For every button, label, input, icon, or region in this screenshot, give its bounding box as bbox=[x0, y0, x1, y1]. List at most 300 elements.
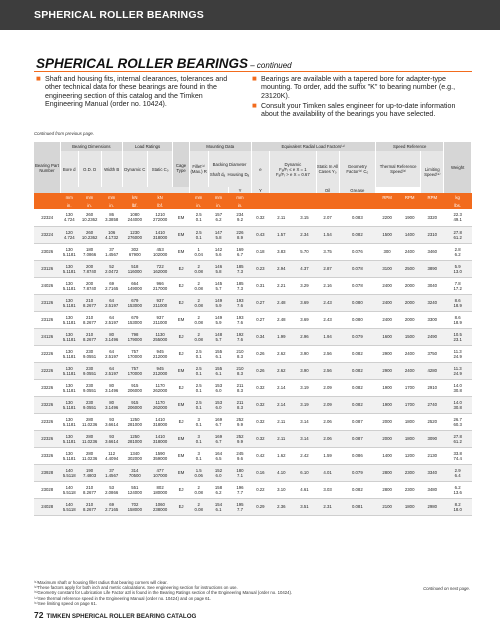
table-cell bbox=[147, 447, 172, 464]
table-cell: 0.079 bbox=[339, 464, 375, 481]
table-cell bbox=[122, 481, 147, 498]
value-metric: 230 bbox=[86, 348, 94, 354]
table-cell bbox=[101, 243, 122, 260]
hdr-static: Static C₀ bbox=[147, 151, 172, 187]
table-cell bbox=[101, 226, 122, 243]
value-metric: 1060 bbox=[155, 501, 165, 507]
value-inch: 9.0551 bbox=[83, 370, 97, 376]
value-metric: 314 bbox=[131, 467, 139, 473]
table-row bbox=[34, 328, 472, 345]
value-metric: 7.8 bbox=[454, 280, 461, 286]
value-inch: 0.1 bbox=[195, 421, 202, 427]
table-cell: 2400 bbox=[376, 277, 399, 294]
table-cell bbox=[101, 481, 122, 498]
value-metric: 196 bbox=[236, 484, 244, 490]
table-cell bbox=[78, 379, 101, 396]
table-cell: 1800 bbox=[399, 413, 421, 430]
table-cell bbox=[122, 430, 147, 447]
part-number-cell: 22324 bbox=[34, 209, 60, 226]
table-cell: 3040 bbox=[421, 277, 444, 294]
value-metric: 130 bbox=[65, 382, 73, 388]
value-inch: 318000 bbox=[152, 421, 168, 427]
unit-cell: mm bbox=[101, 193, 122, 201]
value-metric: 2 bbox=[197, 314, 200, 320]
part-number-cell: 24026 bbox=[34, 277, 60, 294]
table-cell bbox=[189, 396, 208, 413]
table-cell bbox=[208, 396, 229, 413]
value-metric: 185 bbox=[236, 280, 244, 286]
table-cell bbox=[60, 243, 78, 260]
table-cell bbox=[208, 209, 229, 226]
table-row bbox=[34, 226, 472, 243]
value-metric: 112 bbox=[108, 450, 116, 456]
value-inch: 6.4 bbox=[454, 472, 461, 478]
value-inch: 7.8740 bbox=[83, 285, 97, 291]
value-inch: 3.6614 bbox=[105, 438, 119, 444]
table-cell: 0.16 bbox=[251, 464, 270, 481]
table-cell bbox=[101, 294, 122, 311]
table-cell: 2.11 bbox=[270, 430, 293, 447]
value-metric: 169 bbox=[214, 416, 223, 422]
hdr-group-factors: Equivalent Radial Load Factors⁽⁴⁾ bbox=[251, 142, 376, 151]
table-cell: 2310 bbox=[421, 226, 444, 243]
value-inch: 6.1 bbox=[215, 506, 222, 512]
table-cell bbox=[147, 345, 172, 362]
value-inch: 10.2362 bbox=[81, 234, 98, 240]
table-row bbox=[34, 413, 472, 430]
unit-cell: in. bbox=[78, 201, 101, 209]
table-cell bbox=[147, 226, 172, 243]
table-cell: 0.34 bbox=[251, 328, 270, 345]
value-metric: 2.5 bbox=[195, 365, 202, 371]
table-cell: 2.11 bbox=[270, 413, 293, 430]
value-metric: 11.3 bbox=[453, 365, 462, 371]
table-cell: 0.079 bbox=[339, 328, 375, 345]
table-cell: 3.69 bbox=[293, 311, 316, 328]
table-cell bbox=[101, 311, 122, 328]
value-metric: 798 bbox=[131, 331, 139, 337]
table-cell: EJ bbox=[173, 328, 190, 345]
table-cell: 2400 bbox=[399, 345, 421, 362]
value-metric: 120 bbox=[65, 229, 73, 235]
table-cell: 2980 bbox=[421, 498, 444, 515]
value-metric: 245 bbox=[236, 450, 244, 456]
table-cell bbox=[229, 464, 251, 481]
value-metric: 80 bbox=[109, 399, 115, 405]
value-metric: 210 bbox=[86, 331, 94, 337]
table-cell bbox=[147, 243, 172, 260]
table-cell bbox=[189, 226, 208, 243]
value-metric: 148 bbox=[214, 331, 223, 337]
table-cell: 2.43 bbox=[316, 294, 339, 311]
table-cell bbox=[147, 464, 172, 481]
value-metric: 210 bbox=[86, 314, 94, 320]
value-metric: 679 bbox=[131, 314, 139, 320]
value-metric: 260 bbox=[86, 229, 94, 235]
value-inch: 10.2362 bbox=[81, 217, 98, 223]
table-cell: 2300 bbox=[399, 481, 421, 498]
table-cell: 0.32 bbox=[251, 209, 270, 226]
value-inch: 6.7 bbox=[215, 438, 222, 444]
value-metric: 210 bbox=[86, 297, 94, 303]
unit-cell bbox=[251, 193, 270, 201]
value-metric: 2.5 bbox=[195, 348, 202, 354]
value-metric: 1230 bbox=[130, 229, 140, 235]
value-metric: 200 bbox=[86, 263, 94, 269]
value-inch: 9.0551 bbox=[83, 387, 97, 393]
value-inch: 0.08 bbox=[194, 506, 203, 512]
table-cell: 0.083 bbox=[339, 209, 375, 226]
value-inch: 18.9 bbox=[453, 302, 462, 308]
value-inch: 211000 bbox=[153, 319, 168, 325]
value-inch: 8.2677 bbox=[83, 336, 97, 342]
value-inch: 5.5118 bbox=[62, 506, 76, 512]
value-inch: 162000 bbox=[152, 268, 168, 274]
part-number-cell: 23226 bbox=[34, 379, 60, 396]
table-cell bbox=[60, 481, 78, 498]
table-cell: EJ bbox=[173, 345, 190, 362]
table-cell: 3750 bbox=[421, 345, 444, 362]
value-metric: 169 bbox=[214, 433, 223, 439]
table-cell: EJ bbox=[173, 294, 190, 311]
table-row bbox=[34, 379, 472, 396]
table-cell bbox=[444, 328, 472, 345]
table-cell bbox=[147, 260, 172, 277]
value-metric: 945 bbox=[156, 348, 164, 354]
value-metric: 757 bbox=[131, 365, 139, 371]
hdr-fillet: Fillet⁽¹⁾ (Max.) R bbox=[189, 151, 208, 187]
table-cell bbox=[60, 362, 78, 379]
value-metric: 2.5 bbox=[195, 212, 202, 218]
table-cell bbox=[60, 345, 78, 362]
table-cell bbox=[189, 311, 208, 328]
hdr-y1: Y bbox=[229, 187, 251, 193]
table-cell: EJ bbox=[173, 481, 190, 498]
value-metric: 1250 bbox=[130, 433, 140, 439]
value-metric: 453 bbox=[156, 246, 164, 252]
unit-cell bbox=[293, 193, 316, 201]
table-cell bbox=[78, 243, 101, 260]
table-cell: 3100 bbox=[376, 260, 399, 277]
bullet-item bbox=[252, 75, 467, 100]
part-number-cell: 23126 bbox=[34, 311, 60, 328]
value-metric: 3 bbox=[197, 433, 200, 439]
table-cell bbox=[444, 498, 472, 515]
value-inch: 2.7165 bbox=[105, 285, 119, 291]
value-metric: 22.3 bbox=[453, 212, 462, 218]
table-cell bbox=[444, 294, 472, 311]
table-cell bbox=[60, 379, 78, 396]
value-metric: 164 bbox=[214, 450, 223, 456]
value-inch: 3.6614 bbox=[105, 421, 119, 427]
table-cell: 4.61 bbox=[293, 481, 316, 498]
table-cell: 2.07 bbox=[316, 209, 339, 226]
table-cell: 3320 bbox=[421, 209, 444, 226]
value-inch: 206000 bbox=[127, 404, 142, 410]
value-metric: 86 bbox=[109, 212, 115, 218]
units-row-inch bbox=[34, 201, 472, 209]
value-metric: 200 bbox=[86, 280, 94, 286]
table-cell bbox=[444, 311, 472, 328]
table-cell bbox=[189, 328, 208, 345]
value-inch: 4.4094 bbox=[105, 455, 119, 461]
value-metric: 2 bbox=[197, 501, 200, 507]
value-inch: 5.1181 bbox=[62, 404, 76, 410]
table-cell bbox=[78, 481, 101, 498]
value-metric: 302 bbox=[131, 246, 139, 252]
table-cell bbox=[60, 260, 78, 277]
table-cell bbox=[78, 311, 101, 328]
value-metric: 27.8 bbox=[453, 229, 462, 235]
table-cell: 2.56 bbox=[316, 345, 339, 362]
value-metric: 966 bbox=[156, 280, 164, 286]
value-metric: 915 bbox=[131, 382, 139, 388]
hdr-part: Bearing Part Number bbox=[34, 142, 60, 193]
value-metric: 145 bbox=[214, 280, 223, 286]
table-cell bbox=[122, 345, 147, 362]
value-inch: 5.7 bbox=[215, 285, 222, 291]
value-metric: 10.5 bbox=[453, 331, 462, 337]
unit-cell bbox=[316, 201, 339, 209]
part-number-cell: 22226 bbox=[34, 362, 60, 379]
value-inch: 8.2677 bbox=[83, 319, 97, 325]
value-metric: 106 bbox=[108, 229, 116, 235]
value-inch: 2.5197 bbox=[105, 353, 119, 359]
value-inch: 281000 bbox=[127, 421, 142, 427]
table-cell: 0.082 bbox=[339, 481, 375, 498]
value-metric: 252 bbox=[236, 433, 244, 439]
part-number-cell: 23326 bbox=[34, 447, 60, 464]
table-cell bbox=[208, 379, 229, 396]
table-cell bbox=[60, 396, 78, 413]
table-cell bbox=[101, 464, 122, 481]
table-cell bbox=[78, 498, 101, 515]
value-inch: 302000 bbox=[127, 455, 142, 461]
table-cell bbox=[78, 277, 101, 294]
table-cell bbox=[60, 277, 78, 294]
table-cell bbox=[122, 362, 147, 379]
table-cell bbox=[60, 294, 78, 311]
value-inch: 0.08 bbox=[194, 285, 203, 291]
value-metric: 915 bbox=[131, 399, 139, 405]
value-inch: 0.08 bbox=[194, 319, 203, 325]
value-metric: 190 bbox=[86, 467, 94, 473]
value-inch: 8.3 bbox=[237, 370, 243, 376]
table-cell: 3.51 bbox=[293, 498, 316, 515]
value-inch: 124000 bbox=[127, 489, 142, 495]
table-cell: 2900 bbox=[376, 345, 399, 362]
table-cell bbox=[444, 379, 472, 396]
table-cell: 2000 bbox=[399, 311, 421, 328]
footnote: ⁽⁵⁾See limiting speed on page 61. bbox=[34, 600, 97, 606]
value-inch: 7.8740 bbox=[83, 268, 97, 274]
value-inch: 116000 bbox=[127, 268, 142, 274]
table-cell: 0.080 bbox=[339, 311, 375, 328]
value-metric: 153 bbox=[214, 399, 223, 405]
table-cell: 0.23 bbox=[251, 260, 270, 277]
value-inch: 9.0551 bbox=[83, 353, 97, 359]
table-cell bbox=[208, 277, 229, 294]
unit-cell bbox=[173, 201, 190, 209]
value-inch: 5.5118 bbox=[62, 472, 76, 478]
table-cell bbox=[229, 396, 251, 413]
table-cell bbox=[189, 294, 208, 311]
table-cell: 2.42 bbox=[293, 447, 316, 464]
part-number-cell: 23928 bbox=[34, 464, 60, 481]
value-metric: 8.6 bbox=[454, 297, 461, 303]
table-cell bbox=[147, 481, 172, 498]
table-cell: 3300 bbox=[421, 311, 444, 328]
hdr-shaft: Shaft dₐ bbox=[209, 171, 226, 177]
table-cell bbox=[147, 430, 172, 447]
value-inch: 5.1181 bbox=[62, 268, 76, 274]
value-inch: 9.2 bbox=[237, 217, 243, 223]
hdr-group-mounting: Mounting Data bbox=[189, 142, 251, 151]
table-cell: 1600 bbox=[376, 328, 399, 345]
page-title bbox=[36, 56, 292, 71]
table-cell: 1800 bbox=[399, 430, 421, 447]
value-inch: 8.2677 bbox=[83, 506, 97, 512]
value-inch: 359000 bbox=[152, 455, 168, 461]
value-metric: 1170 bbox=[155, 399, 165, 405]
table-cell: 0.22 bbox=[251, 481, 270, 498]
table-cell: EJ bbox=[173, 379, 190, 396]
value-inch: 0.1 bbox=[195, 455, 202, 461]
table-cell bbox=[147, 277, 172, 294]
value-metric: 230 bbox=[86, 382, 94, 388]
value-inch: 7.6 bbox=[237, 319, 243, 325]
unit-cell bbox=[251, 201, 270, 209]
continued-from-note: Continued from previous page. bbox=[34, 131, 95, 136]
table-cell bbox=[208, 362, 229, 379]
table-cell bbox=[78, 328, 101, 345]
value-inch: 0.08 bbox=[194, 489, 203, 495]
table-cell bbox=[122, 498, 147, 515]
hdr-geometry: Geometry Factor⁽²⁾ C₀ bbox=[339, 151, 375, 187]
value-inch: 153000 bbox=[127, 302, 142, 308]
table-cell: 3240 bbox=[421, 294, 444, 311]
value-metric: 130 bbox=[65, 297, 73, 303]
table-cell bbox=[122, 294, 147, 311]
value-metric: 702 bbox=[131, 501, 139, 507]
hdr-housing: Housing Dₐ bbox=[227, 171, 250, 177]
table-row bbox=[34, 243, 472, 260]
table-cell bbox=[101, 413, 122, 430]
value-inch: 23.1 bbox=[453, 336, 462, 342]
table-cell bbox=[229, 430, 251, 447]
value-inch: 8.3 bbox=[237, 387, 243, 393]
table-cell: EJ bbox=[173, 498, 190, 515]
value-inch: 67900 bbox=[128, 251, 141, 257]
table-cell: 0.32 bbox=[251, 413, 270, 430]
value-inch: 61.2 bbox=[453, 438, 462, 444]
page-title-main: SPHERICAL ROLLER BEARINGS bbox=[36, 56, 249, 71]
table-cell: 5.70 bbox=[293, 243, 316, 260]
table-cell bbox=[229, 379, 251, 396]
table-cell bbox=[208, 447, 229, 464]
value-metric: 14.0 bbox=[453, 399, 462, 405]
value-metric: 140 bbox=[65, 484, 73, 490]
value-inch: 170000 bbox=[127, 370, 142, 376]
unit-cell bbox=[270, 201, 293, 209]
table-cell bbox=[60, 498, 78, 515]
value-metric: 1590 bbox=[155, 450, 165, 456]
value-metric: 210 bbox=[86, 484, 94, 490]
table-cell: 0.27 bbox=[251, 311, 270, 328]
table-cell: 2490 bbox=[421, 328, 444, 345]
table-cell bbox=[189, 498, 208, 515]
value-inch: 3.1496 bbox=[105, 336, 119, 342]
value-metric: 37 bbox=[109, 467, 115, 473]
footer-text: TIMKEN SPHERICAL ROLLER BEARING CATALOG bbox=[46, 613, 197, 620]
table-cell bbox=[60, 447, 78, 464]
value-metric: 937 bbox=[156, 314, 164, 320]
value-metric: 1170 bbox=[155, 382, 165, 388]
value-metric: 64 bbox=[109, 365, 115, 371]
table-cell bbox=[444, 226, 472, 243]
table-cell: 2.09 bbox=[316, 379, 339, 396]
table-cell bbox=[229, 345, 251, 362]
table-cell: 1400 bbox=[399, 226, 421, 243]
value-inch: 8.2677 bbox=[83, 302, 97, 308]
value-metric: 280 bbox=[86, 450, 94, 456]
table-cell bbox=[101, 362, 122, 379]
table-cell bbox=[78, 362, 101, 379]
value-metric: 146 bbox=[214, 263, 223, 269]
unit-cell bbox=[173, 193, 190, 201]
value-inch: 70500 bbox=[128, 472, 141, 478]
table-cell: 1.99 bbox=[270, 328, 293, 345]
table-cell bbox=[444, 345, 472, 362]
value-inch: 9.0551 bbox=[83, 404, 97, 410]
table-cell bbox=[101, 447, 122, 464]
value-inch: 6.0 bbox=[215, 387, 222, 393]
value-metric: 226 bbox=[236, 229, 244, 235]
value-metric: 1410 bbox=[155, 416, 165, 422]
value-inch: 255000 bbox=[152, 336, 168, 342]
value-metric: 1 bbox=[197, 246, 200, 252]
table-cell bbox=[189, 413, 208, 430]
table-cell: 0.32 bbox=[251, 430, 270, 447]
table-cell bbox=[147, 498, 172, 515]
bullet-text: Shaft and housing fits, internal clearances, tolerances and other technical data for these bearings are found in the engineering section of this catalog and the Timken Engineering Manual (order no. 10424). bbox=[45, 75, 228, 108]
value-metric: 945 bbox=[156, 365, 164, 371]
table-cell: 0.18 bbox=[251, 243, 270, 260]
table-cell bbox=[122, 209, 147, 226]
hdr-dynamic: Dynamic C bbox=[122, 151, 147, 187]
value-metric: 802 bbox=[156, 484, 164, 490]
table-cell: 2400 bbox=[399, 362, 421, 379]
value-inch: 2.0866 bbox=[105, 489, 119, 495]
value-inch: 5.7 bbox=[215, 336, 222, 342]
value-inch: 5.1181 bbox=[62, 370, 76, 376]
table-cell bbox=[60, 226, 78, 243]
table-cell: 3.69 bbox=[293, 294, 316, 311]
value-metric: 69 bbox=[109, 501, 115, 507]
unit-cell bbox=[270, 193, 293, 201]
section-header-label: SPHERICAL ROLLER BEARINGS bbox=[34, 9, 204, 21]
bullets-left bbox=[36, 75, 241, 110]
table-cell: 3.19 bbox=[293, 379, 316, 396]
value-inch: 9.9 bbox=[237, 421, 243, 427]
value-metric: 11.3 bbox=[453, 348, 462, 354]
table-cell: 2.94 bbox=[270, 260, 293, 277]
table-row bbox=[34, 277, 472, 294]
hdr-weight: Weight bbox=[444, 142, 472, 193]
hdr-static-all: Static In All Cases Y₀ bbox=[316, 151, 339, 187]
table-cell bbox=[147, 294, 172, 311]
table-cell: 0.080 bbox=[339, 294, 375, 311]
